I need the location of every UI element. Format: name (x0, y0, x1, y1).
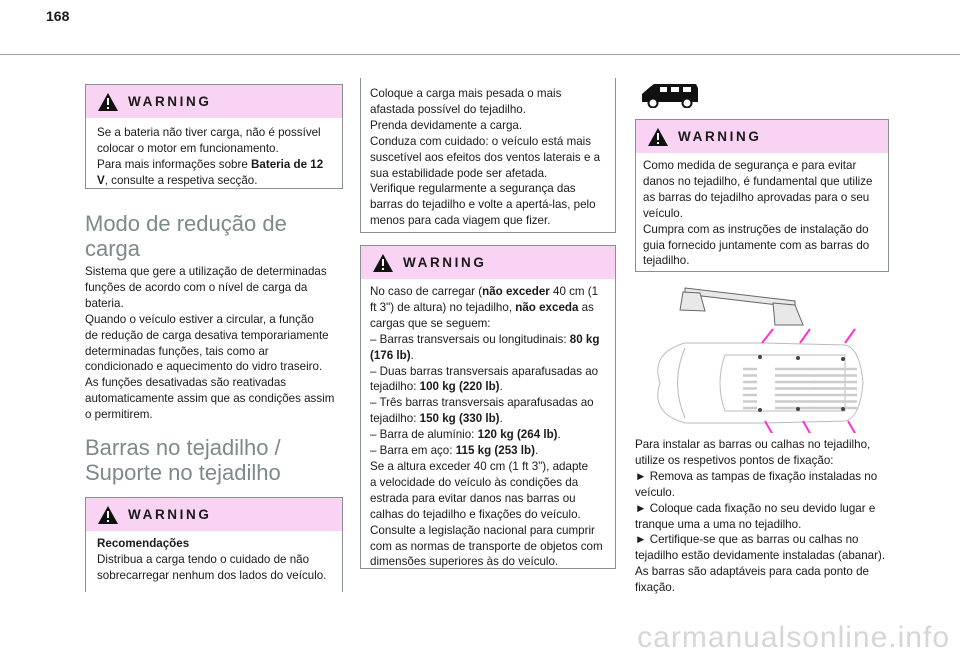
bold-text: 80 kg (569, 332, 600, 346)
text-line (635, 501, 885, 517)
page-number: 168 (46, 8, 70, 24)
warning-triangle-icon (648, 128, 668, 146)
text: . (410, 348, 414, 362)
text-line (635, 548, 885, 564)
text-line (635, 437, 885, 453)
text: No caso de carregar ( (370, 285, 483, 298)
text-line (97, 173, 342, 189)
text: condicionado e aquecimento do vidro traseiro. (85, 360, 323, 374)
text-line (635, 564, 885, 580)
text: . (499, 380, 503, 394)
text-line (97, 568, 342, 584)
warning-text (86, 531, 342, 584)
bold-text: Bateria de 12 (251, 157, 324, 171)
text: determinadas funções, tais como ar (85, 344, 269, 358)
text-line (643, 174, 888, 190)
text: as barras do tejadilho aprovadas para o seu (643, 190, 870, 204)
text-line (85, 312, 334, 328)
text: utilize os respetivos pontos de fixação: (635, 453, 834, 467)
warning-text (86, 118, 342, 189)
text: – Barra em aço: (370, 444, 456, 458)
header-divider (0, 54, 960, 55)
text: ► Certifique-se que as barras ou calhas no (635, 533, 859, 547)
text-line (370, 364, 615, 380)
text: – Barras transversais ou longitudinais: (370, 332, 570, 346)
text-line (370, 118, 615, 134)
text: suscetível aos efeitos dos ventos laterais e a (370, 150, 601, 164)
text: cargas que se seguem: (370, 316, 491, 330)
text: de redução de carga desativa temporariamente (85, 328, 329, 342)
text: calhas do tejadilho e fixações do veículo. (370, 507, 581, 521)
text: Se a bateria não tiver carga, não é possível (97, 126, 321, 139)
warning-label: WARNING (128, 507, 212, 522)
warning-triangle-icon (98, 506, 118, 524)
text: Cumpra com as instruções de instalação do (643, 222, 869, 236)
text-line (85, 280, 334, 296)
text: ft 3") de altura) no tejadilho, (370, 300, 516, 314)
text: 40 cm (1 (549, 285, 599, 298)
text: a velocidade do veículo às condições da (370, 475, 579, 489)
text: Sistema que gere a utilização de determinadas (85, 265, 327, 278)
text: . (534, 444, 539, 458)
text: . (557, 428, 561, 442)
text: sua estabilidade pode ser afetada. (370, 166, 548, 180)
text: tejadilho. (643, 254, 690, 268)
text: estrada para evitar danos nas barras ou (370, 491, 576, 505)
load-reduction-text (85, 264, 334, 423)
section-heading-roof-bars: Barras no tejadilho / Suporte no tejadilho (85, 435, 281, 485)
text: Como medida de segurança e para evitar (643, 159, 857, 172)
text: Coloque a carga mais pesada o mais (370, 87, 562, 100)
text: veículo. (635, 485, 675, 499)
text-line (370, 475, 615, 491)
text-line (370, 166, 615, 182)
text-line (85, 264, 334, 280)
warning-triangle-icon (98, 93, 118, 111)
text-line (643, 253, 888, 269)
warning-label: WARNING (128, 94, 212, 109)
text-line (85, 296, 334, 312)
text-line (370, 539, 615, 555)
text-line (643, 158, 888, 174)
text: tejadilho estão devidamente instaladas (abanar). (635, 549, 886, 563)
text: o permitirem. (85, 408, 153, 422)
van-icon (640, 82, 700, 108)
text: Se a altura exceder 40 cm (1 ft 3"), adapte (370, 459, 589, 473)
text-line (370, 332, 615, 348)
warning-box-battery (85, 84, 343, 189)
warning-triangle-icon (373, 254, 393, 272)
text: – Duas barras transversais aparafusadas ao (370, 364, 599, 378)
text-line (97, 552, 342, 568)
text-line (643, 206, 888, 222)
text: sobrecarregar nenhum dos lados do veículo. (97, 568, 327, 582)
warning-label: WARNING (678, 129, 762, 144)
text: dimensões superiores às do veículo. (370, 555, 559, 569)
warning-text (361, 78, 615, 229)
section-heading-load-reduction: Modo de redução de carga (85, 211, 287, 261)
roof-bar-diagram (645, 283, 870, 433)
text: Conduza com cuidado: o veículo está mais (370, 134, 592, 148)
bold-text: V (97, 173, 105, 187)
text-line (370, 102, 615, 118)
watermark: carmanualsonline.info (637, 621, 950, 654)
text: Quando o veículo estiver a circular, a função (85, 312, 314, 326)
text: Distribua a carga tendo o cuidado de não (97, 552, 310, 566)
text-line (643, 238, 888, 254)
text: Prenda devidamente a carga. (370, 118, 523, 132)
text-line (370, 523, 615, 539)
warning-header (636, 120, 888, 153)
text-line (370, 86, 615, 102)
text-line (370, 507, 615, 523)
warning-box-approved-bars (635, 119, 889, 272)
text: – Três barras transversais aparafusadas ao (370, 396, 594, 410)
warning-box-load-limits (360, 245, 616, 569)
text-line (370, 427, 615, 443)
text: fixação. (635, 581, 675, 595)
text-line (643, 222, 888, 238)
text-line (370, 197, 615, 213)
text-line (370, 134, 615, 150)
text: As barras são adaptáveis para cada ponto de (635, 565, 869, 579)
text-line (370, 459, 615, 475)
text: Consulte a legislação nacional para cumprir (370, 523, 595, 537)
warning-text (361, 279, 615, 570)
text-line (370, 491, 615, 507)
text-line (643, 190, 888, 206)
text: afastada possível do tejadilho. (370, 102, 526, 116)
warning-header (86, 85, 342, 118)
text-line (370, 213, 615, 229)
text: colocar o motor em funcionamento. (97, 141, 279, 155)
text-line (370, 443, 615, 459)
text-line (370, 379, 615, 395)
text-line (97, 125, 342, 141)
text: menos para cada viagem que fizer. (370, 214, 551, 228)
text: funções de acordo com o nível de carga da (85, 280, 308, 294)
text-line (635, 469, 885, 485)
text-line (97, 157, 342, 173)
text: tejadilho: (370, 380, 420, 394)
warning-header (86, 498, 342, 531)
bold-text: (176 lb) (370, 348, 411, 362)
text-line (370, 181, 615, 197)
text: , consulte a respetiva secção. (104, 173, 258, 187)
bold-text: 100 kg (220 lb) (419, 380, 500, 394)
text-line (85, 391, 334, 407)
warning-box-recommendations (85, 497, 343, 592)
text: Verifique regularmente a segurança das (370, 182, 576, 196)
warning-header (361, 246, 615, 279)
text-line (370, 554, 615, 570)
fixing-points (758, 355, 845, 412)
roof-bar-installation-text (635, 437, 885, 596)
text: com as normas de transporte de objetos com (370, 539, 603, 553)
text: tejadilho: (370, 412, 420, 426)
text-line (635, 580, 885, 596)
text: Para mais informações sobre (97, 157, 252, 171)
bold-text: 115 kg (253 lb) (455, 444, 535, 458)
warning-label: WARNING (403, 255, 487, 270)
text-line (635, 485, 885, 501)
bold-text: não exceder (482, 285, 550, 298)
text-line (635, 532, 885, 548)
text: . (499, 412, 503, 426)
text: automaticamente assim que as condições assim (85, 392, 335, 406)
text-line (97, 141, 342, 157)
text: as (578, 300, 594, 314)
text-line (370, 300, 615, 316)
text-line (635, 453, 885, 469)
text-line (370, 284, 615, 300)
text-line (370, 395, 615, 411)
text-line (85, 328, 334, 344)
text: barras do tejadilho e volte a apertá-las, pelo (370, 198, 596, 212)
text-line (370, 150, 615, 166)
text-line (85, 375, 334, 391)
warning-box-continued (360, 78, 616, 233)
text-line (370, 411, 615, 427)
bold-text: não exceda (515, 300, 579, 314)
text: Para instalar as barras ou calhas no tejadilho, (635, 438, 871, 451)
bold-text: Recomendações (97, 537, 190, 550)
bold-text: 150 kg (330 lb) (419, 412, 500, 426)
text: danos no tejadilho, é fundamental que utilize (643, 174, 873, 188)
roof-bar-illustration (680, 288, 803, 325)
text: ► Coloque cada fixação no seu devido lugar e (635, 501, 876, 515)
text: guia fornecido juntamente com as barras do (643, 238, 870, 252)
text-line (635, 517, 885, 533)
text-line (85, 344, 334, 360)
text-line (85, 407, 334, 423)
text-line (370, 316, 615, 332)
text: As funções desativadas são reativadas (85, 376, 287, 390)
text: – Barra de alumínio: (370, 428, 478, 442)
text-line (370, 348, 615, 364)
text: veículo. (643, 206, 683, 220)
text-line (85, 359, 334, 375)
bold-text: 120 kg (264 lb) (477, 428, 558, 442)
warning-text (636, 153, 888, 269)
text-line (97, 536, 342, 552)
text: tranque uma a uma no tejadilho. (635, 517, 802, 531)
text: ► Remova as tampas de fixação instaladas no (635, 469, 878, 483)
text: bateria. (85, 296, 124, 310)
